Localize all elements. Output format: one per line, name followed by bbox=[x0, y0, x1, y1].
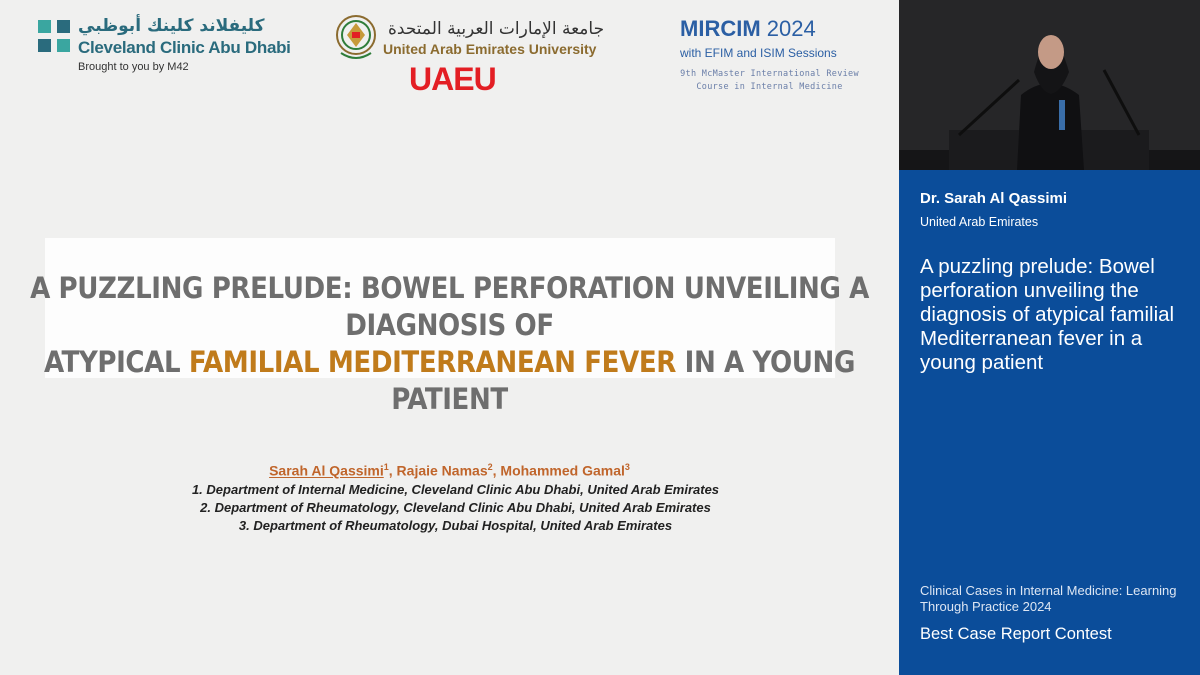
author-line bbox=[0, 462, 899, 479]
mircim-name: MIRCIM bbox=[680, 16, 761, 41]
author-name: Mohammed Gamal bbox=[500, 462, 625, 479]
speaker-video bbox=[899, 0, 1200, 170]
affiliation-item: 1. Department of Internal Medicine, Cleveland Clinic Abu Dhabi, United Arab Emirates bbox=[191, 481, 720, 497]
slide-title-pre: ATYPICAL bbox=[43, 345, 189, 379]
author-affil-number: 3 bbox=[624, 462, 630, 472]
uaeu-wordmark: UAEU bbox=[409, 61, 496, 97]
mircim-subtitle: with EFIM and ISIM Sessions bbox=[680, 46, 837, 60]
talk-title: A puzzling prelude: Bowel perforation unveiling the diagnosis of atypical familial Mediterranean fever in a young patient bbox=[920, 255, 1175, 374]
affiliation-list bbox=[0, 481, 899, 535]
uaeu-emblem-icon bbox=[333, 13, 379, 63]
mircim-description bbox=[652, 68, 887, 94]
slide-title-highlight: FAMILIAL MEDITERRANEAN FEVER bbox=[188, 345, 676, 379]
author-affil-number: 1 bbox=[383, 462, 389, 472]
speaker-name: Dr. Sarah Al Qassimi bbox=[920, 190, 1068, 207]
ccad-english-name: Cleveland Clinic Abu Dhabi bbox=[78, 38, 291, 57]
cleveland-clinic-logo bbox=[36, 16, 291, 78]
mircim-title bbox=[680, 16, 816, 42]
slide-title-line2 bbox=[0, 344, 899, 418]
author-separator: , bbox=[388, 462, 397, 479]
author-name: Sarah Al Qassimi bbox=[269, 462, 384, 479]
mircim-desc-line: 9th McMaster International Review bbox=[680, 69, 859, 79]
author-name: Rajaie Namas bbox=[396, 462, 488, 479]
contest-name: Best Case Report Contest bbox=[920, 625, 1112, 643]
slide-title bbox=[0, 270, 899, 418]
affiliation-item: 2. Department of Rheumatology, Cleveland Clinic Abu Dhabi, United Arab Emirates bbox=[200, 499, 711, 515]
uaeu-english-name: United Arab Emirates University bbox=[383, 41, 597, 57]
mircim-year: 2024 bbox=[766, 16, 816, 41]
ccad-arabic-name: كليفلاند كلينك أبوظبي bbox=[78, 16, 265, 36]
mircim-logo bbox=[652, 16, 887, 96]
uaeu-arabic-name: جامعة الإمارات العربية المتحدة bbox=[388, 19, 605, 39]
author-separator: , bbox=[492, 462, 501, 479]
author-block bbox=[0, 462, 899, 535]
slide-title-post: IN A YOUNG PATIENT bbox=[391, 345, 855, 416]
cleveland-clinic-mark-icon bbox=[36, 18, 72, 54]
event-name: Clinical Cases in Internal Medicine: Learning Through Practice 2024 bbox=[920, 583, 1177, 614]
mircim-desc-line: Course in Internal Medicine bbox=[696, 82, 843, 92]
affiliation-item: 3. Department of Rheumatology, Dubai Hospital, United Arab Emirates bbox=[238, 517, 673, 533]
speaker-panel bbox=[899, 0, 1200, 675]
speaker-country: United Arab Emirates bbox=[920, 215, 1039, 229]
slide-title-line1: A PUZZLING PRELUDE: BOWEL PERFORATION UNVEILING A DIAGNOSIS OF bbox=[30, 271, 869, 342]
ccad-tagline: Brought to you by M42 bbox=[78, 61, 189, 73]
speaker-video-frame bbox=[899, 0, 1200, 170]
author-affil-number: 2 bbox=[487, 462, 493, 472]
uaeu-logo bbox=[333, 13, 613, 98]
